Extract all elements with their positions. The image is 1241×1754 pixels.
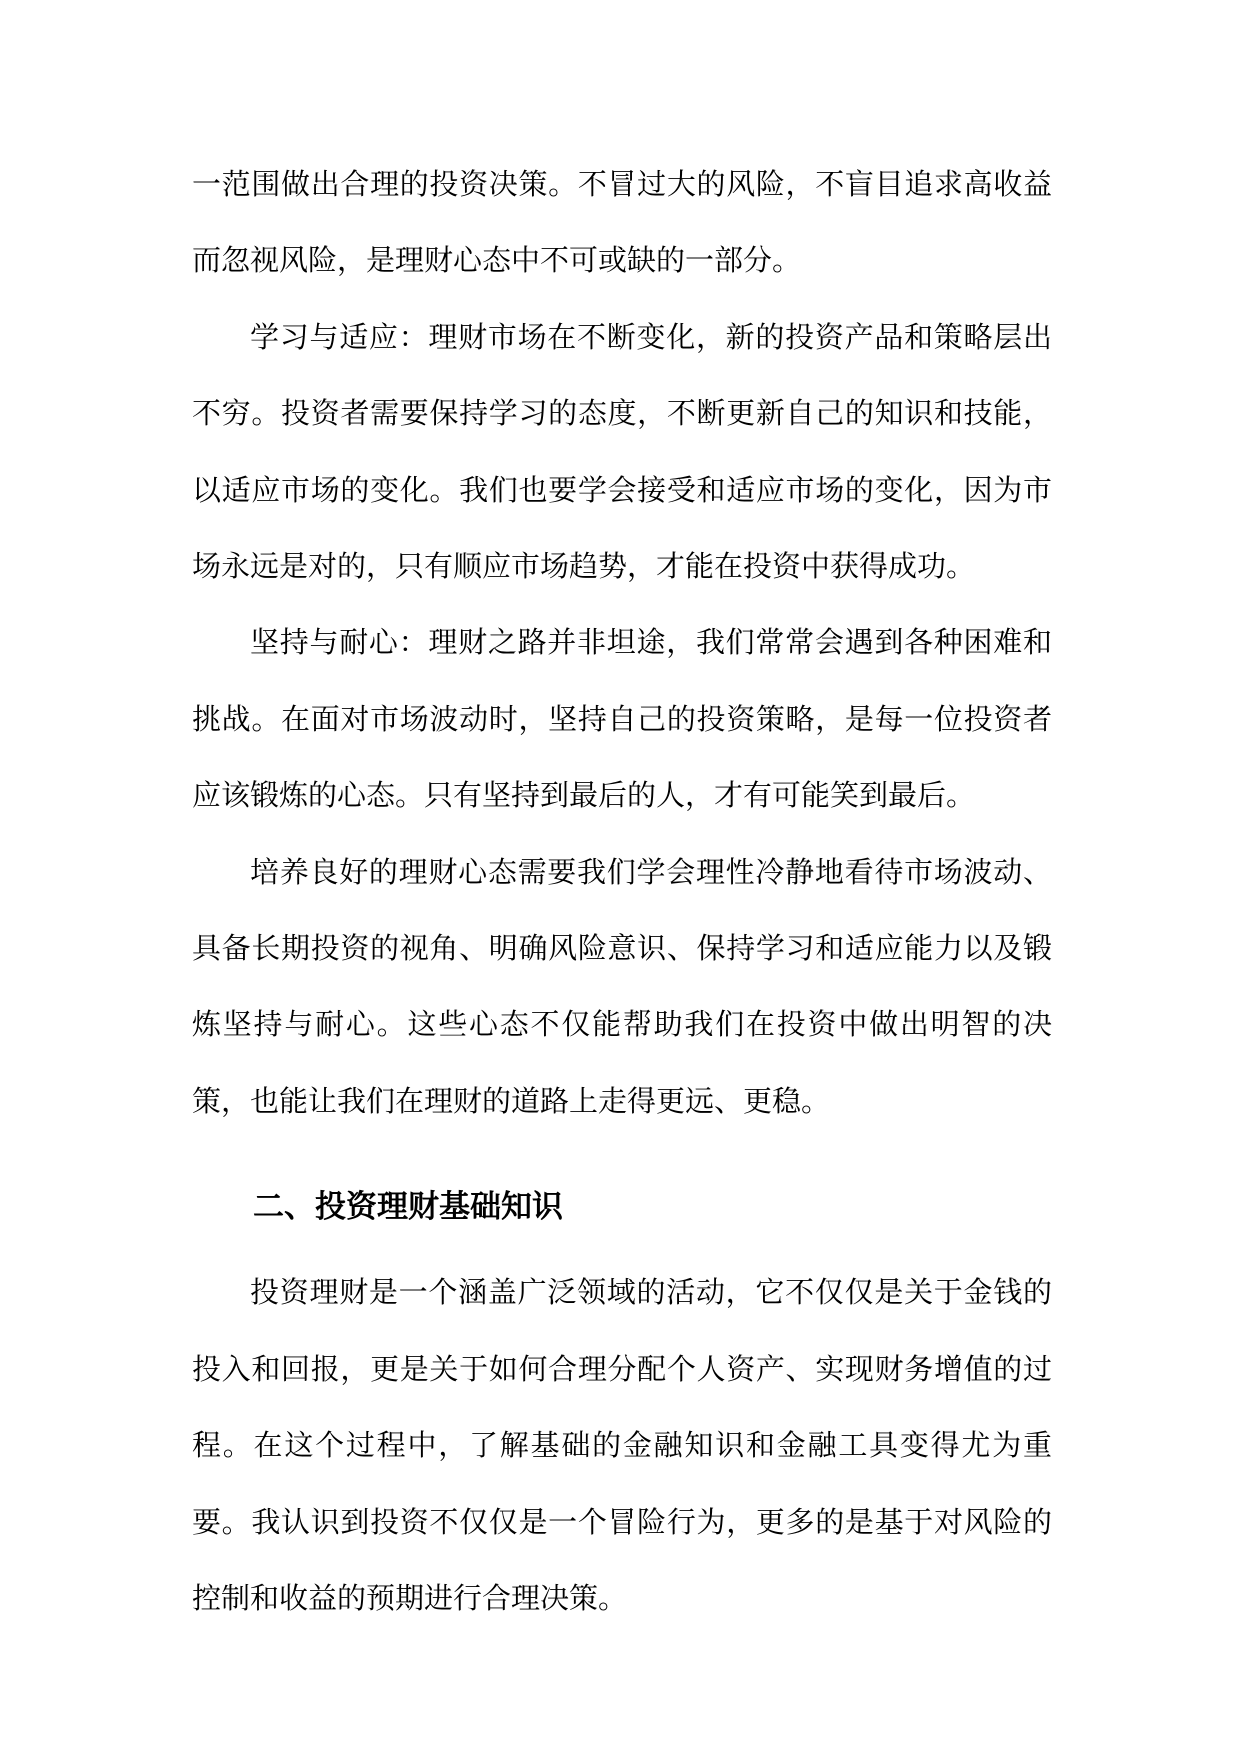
paragraph-continuation: 一范围做出合理的投资决策。不冒过大的风险，不盲目追求高收益而忽视风险，是理财心态中不可或缺的一部分。: [192, 167, 1052, 278]
paragraph-basics-intro: 投资理财是一个涵盖广泛领域的活动，它不仅仅是关于金钱的投入和回报，更是关于如何合理分配个人资产、实现财务增值的过程。在这个过程中，了解基础的金融知识和金融工具变得尤为重要。我认识到投资不仅仅是一个冒险行为，更多的是基于对风险的控制和收益的预期进行合理决策。: [192, 1275, 1052, 1615]
paragraph-persistence-patience: 坚持与耐心：理财之路并非坦途，我们常常会遇到各种困难和挑战。在面对市场波动时，坚持自己的投资策略，是每一位投资者应该锻炼的心态。只有坚持到最后的人，才有可能笑到最后。: [192, 625, 1052, 813]
paragraph-learning-adaptation: 学习与适应：理财市场在不断变化，新的投资产品和策略层出不穷。投资者需要保持学习的态度，不断更新自己的知识和技能，以适应市场的变化。我们也要学会接受和适应市场的变化，因为市场永远是对的，只有顺应市场趋势，才能在投资中获得成功。: [192, 319, 1052, 584]
section-heading: 二、投资理财基础知识: [253, 1189, 563, 1226]
spacer: [192, 1139, 1052, 1160]
paragraph-summary: 培养良好的理财心态需要我们学会理性冷静地看待市场波动、具备长期投资的视角、明确风险意识、保持学习和适应能力以及锻炼坚持与耐心。这些心态不仅能帮助我们在投资中做出明智的决策，也能让我们在理财的道路上走得更远、更稳。: [192, 854, 1052, 1118]
document-page: [192, 146, 1052, 1636]
